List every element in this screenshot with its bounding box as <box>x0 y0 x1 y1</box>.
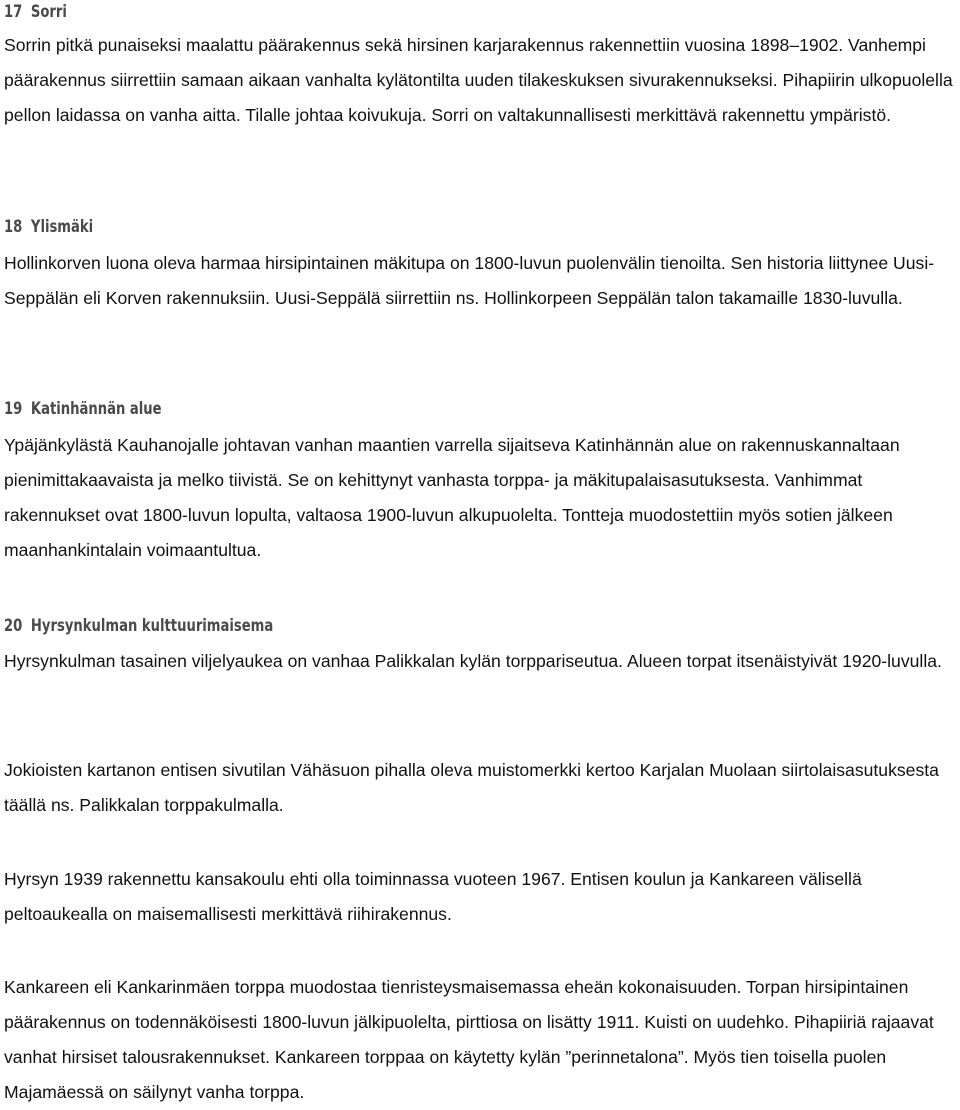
section-number: 19 <box>4 399 23 419</box>
section-paragraph: Hollinkorven luona oleva harmaa hirsipintainen mäkitupa on 1800-luvun puolenvälin tienoilta. Sen historia liittynee Uusi-Seppälän eli Korven rakennuksiin. Uusi-Seppälä siirrettiin ns. Hollinkorpeen Seppälän talon takamaille 1830-luvulla. <box>4 253 935 308</box>
section-title: Katinhännän alue <box>30 399 162 419</box>
section-heading-20 <box>4 615 273 637</box>
section-title: Hyrsynkulman kulttuurimaisema <box>30 616 274 636</box>
section-paragraph: Hyrsyn 1939 rakennettu kansakoulu ehti olla toiminnassa vuoteen 1967. Entisen koulun ja Kankareen välisellä peltoaukealla on maisemallisesti merkittävä riihirakennus. <box>4 869 862 924</box>
section-number: 20 <box>4 616 23 636</box>
section-heading-18 <box>4 216 93 238</box>
section-heading-19 <box>4 398 162 420</box>
section-title: Ylismäki <box>30 217 94 237</box>
section-paragraph: Kankareen eli Kankarinmäen torppa muodostaa tienristeysmaisemassa eheän kokonaisuuden. Torpan hirsipintainen päärakennus on todennäköisesti 1800-luvun jälkipuolelta, pirttiosa on lisätty 1911. Kuisti on uudehko. Pihapiiriä rajaavat vanhat hirsiset talousrakennukset. Kankareen torppaa on käytetty kylän ”perinnetalona”. Myös tien toisella puolen Majamäessä on säilynyt vanha torppa. <box>4 977 934 1102</box>
section-title: Sorri <box>30 2 67 22</box>
section-heading-17 <box>4 1 67 23</box>
section-paragraph: Ypäjänkylästä Kauhanojalle johtavan vanhan maantien varrella sijaitseva Katinhännän alue on rakennuskannaltaan pienimittakaavaista ja melko tiivistä. Se on kehittynyt vanhasta torppa- ja mäkitupalaisasutuksesta. Vanhimmat rakennukset ovat 1800-luvun lopulta, valtaosa 1900-luvun alkupuolelta. Tontteja muodostettiin myös sotien jälkeen maanhankintalain voimaantultua. <box>4 435 900 560</box>
section-number: 17 <box>4 2 23 22</box>
section-paragraph: Jokioisten kartanon entisen sivutilan Vähäsuon pihalla oleva muistomerkki kertoo Karjalan Muolaan siirtolaisasutuksesta täällä ns. Palikkalan torppakulmalla. <box>4 760 939 815</box>
section-paragraph: Hyrsynkulman tasainen viljelyaukea on vanhaa Palikkalan kylän torppariseutua. Alueen torpat itsenäistyivät 1920-luvulla. <box>4 651 942 671</box>
section-number: 18 <box>4 217 23 237</box>
section-paragraph: Sorrin pitkä punaiseksi maalattu päärakennus sekä hirsinen karjarakennus rakennettiin vuosina 1898–1902. Vanhempi päärakennus siirrettiin samaan aikaan vanhalta kylätontilta uuden tilakeskuksen sivurakennukseksi. Pihapiirin ulkopuolella pellon laidassa on vanha aitta. Tilalle johtaa koivukuja. Sorri on valtakunnallisesti merkittävä rakennettu ympäristö. <box>4 35 953 125</box>
